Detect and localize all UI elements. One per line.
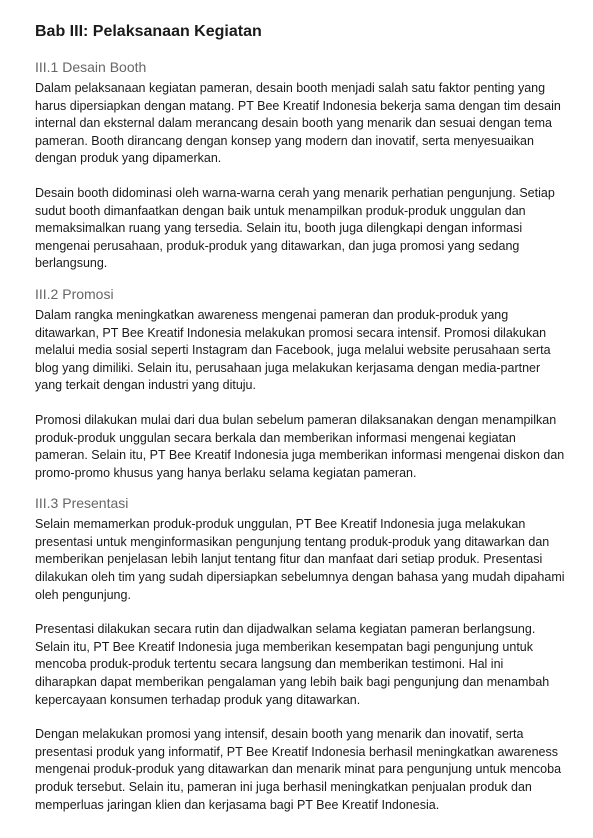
chapter-title: Bab III: Pelaksanaan Kegiatan [35, 23, 262, 40]
paragraph: Promosi dilakukan mulai dari dua bulan sebelum pameran dilaksanakan dengan menampilkan produk-produk unggulan secara berkala dan memberikan informasi mengenai kegiatan pameran. Selain itu, PT Bee Kreatif Indonesia juga memberikan informasi mengenai diskon dan promo-promo khusus yang hanya berlaku selama kegiatan pameran. [35, 412, 565, 480]
section-presentasi [35, 494, 565, 814]
paragraph: Desain booth didominasi oleh warna-warna cerah yang menarik perhatian pengunjung. Setiap sudut booth dimanfaatkan dengan baik untuk menampilkan produk-produk unggulan dan memaksimalkan ruang yang tersedia. Selain itu, booth juga dilengkapi dengan informasi mengenai perusahaan, produk-produk yang ditawarkan, dan juga promosi yang sedang berlangsung. [35, 185, 555, 271]
document-page [35, 22, 565, 826]
paragraph: Presentasi dilakukan secara rutin dan dijadwalkan selama kegiatan pameran berlangsung. Selain itu, PT Bee Kreatif Indonesia juga memberikan kesempatan bagi pengunjung untuk mencoba produk-produk tertentu secara langsung dan memberikan testimoni. Hal ini diharapkan dapat memberikan pengalaman yang lebih baik bagi pengunjung dan menambah kepercayaan konsumen terhadap produk yang ditawarkan. [35, 622, 550, 707]
section-title: III.1 Desain Booth [35, 59, 147, 75]
paragraph: Dalam pelaksanaan kegiatan pameran, desain booth menjadi salah satu faktor penting yang harus dipersiapkan dengan matang. PT Bee Kreatif Indonesia bekerja sama dengan tim desain internal dan eksternal dalam merancang desain booth yang menarik dan sesuai dengan tema pameran. Booth dirancang dengan konsep yang modern dan inovatif, serta menyesuaikan dengan produk yang dipamerkan. [35, 81, 561, 166]
section-desain-booth [35, 58, 565, 273]
paragraph: Dalam rangka meningkatkan awareness mengenai pameran dan produk-produk yang ditawarkan, PT Bee Kreatif Indonesia melakukan promosi secara intensif. Promosi dilakukan melalui media sosial seperti Instagram dan Facebook, juga melalui website perusahaan serta blog yang dimiliki. Selain itu, perusahaan juga melakukan kerjasama dengan media-partner yang terkait dengan industri yang dituju. [35, 307, 551, 393]
section-title: III.2 Promosi [35, 285, 114, 302]
section-title: III.3 Presentasi [35, 495, 129, 512]
paragraph: Selain memamerkan produk-produk unggulan, PT Bee Kreatif Indonesia juga melakukan presentasi untuk menginformasikan pengunjung tentang produk-produk yang ditawarkan dan memberikan penjelasan lebih lanjut tentang fitur dan manfaat dari setiap produk. Presentasi dilakukan oleh tim yang sudah dipersiapkan sebelumnya dengan bahasa yang mudah dipahami oleh pengunjung. [35, 517, 565, 602]
section-promosi [35, 285, 565, 482]
paragraph: Dengan melakukan promosi yang intensif, desain booth yang menarik dan inovatif, serta presentasi produk yang informatif, PT Bee Kreatif Indonesia berhasil meningkatkan awareness mengenai produk-produk yang ditawarkan dan menarik minat para pengunjung untuk mencoba produk tersebut. Selain itu, pameran ini juga berhasil meningkatkan penjualan produk dan memperluas jaringan klien dan kerjasama bagi PT Bee Kreatif Indonesia. [35, 727, 562, 812]
